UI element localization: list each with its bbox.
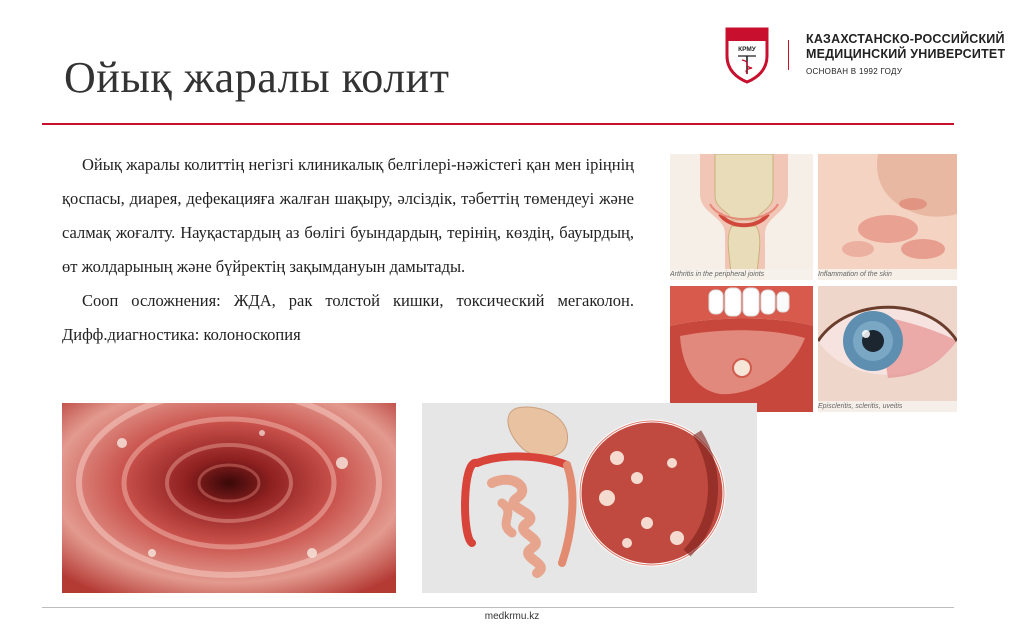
- university-name: [806, 32, 1005, 76]
- eye-illustration: [818, 286, 957, 412]
- slide-body: [62, 148, 634, 352]
- university-founded: ОСНОВАН В 1992 ГОДУ: [806, 67, 903, 76]
- caption-eye: Episcleritis, scleritis, uveitis: [818, 401, 957, 412]
- logo-text: КРМУ: [738, 46, 756, 53]
- title-divider: [42, 123, 954, 125]
- colonoscopy-photo: [62, 403, 396, 593]
- logo-divider: [788, 40, 789, 70]
- footer-divider: [42, 607, 954, 608]
- skin-illustration: [818, 154, 957, 280]
- slide-title: Ойық жаралы колит: [64, 53, 450, 102]
- university-line-1: КАЗАХСТАНСКО-РОССИЙСКИЙ: [806, 32, 1005, 46]
- intestine-illustration: [422, 403, 757, 593]
- caption-joints: Arthritis in the peripheral joints: [670, 269, 813, 280]
- university-logo: [724, 26, 770, 84]
- joints-illustration: [670, 154, 813, 280]
- footer-website: medkrmu.kz: [484, 611, 540, 622]
- mouth-ulcer-illustration: [670, 286, 813, 412]
- paragraph-symptoms: Ойық жаралы колиттің негізгі клиникалық белгілері-нәжістегі қан мен іріңнің қоспасы, диарея, дефекацияға жалған шақыру, әлсіздік, тәбеттің төмендеуі және салмақ жоғалту. Науқастардың аз бөлігі буындардың, терінің, көздің, бауырдың, өт жолдарының және бүйректің зақымдануын дамытады.: [62, 155, 634, 276]
- university-line-2: МЕДИЦИНСКИЙ УНИВЕРСИТЕТ: [806, 47, 1006, 61]
- paragraph-complications: Сооп осложнения: ЖДА, рак толстой кишки, токсический мегаколон. Дифф.диагностика: колоноскопия: [62, 291, 634, 344]
- caption-skin: Inflammation of the skin: [818, 269, 957, 280]
